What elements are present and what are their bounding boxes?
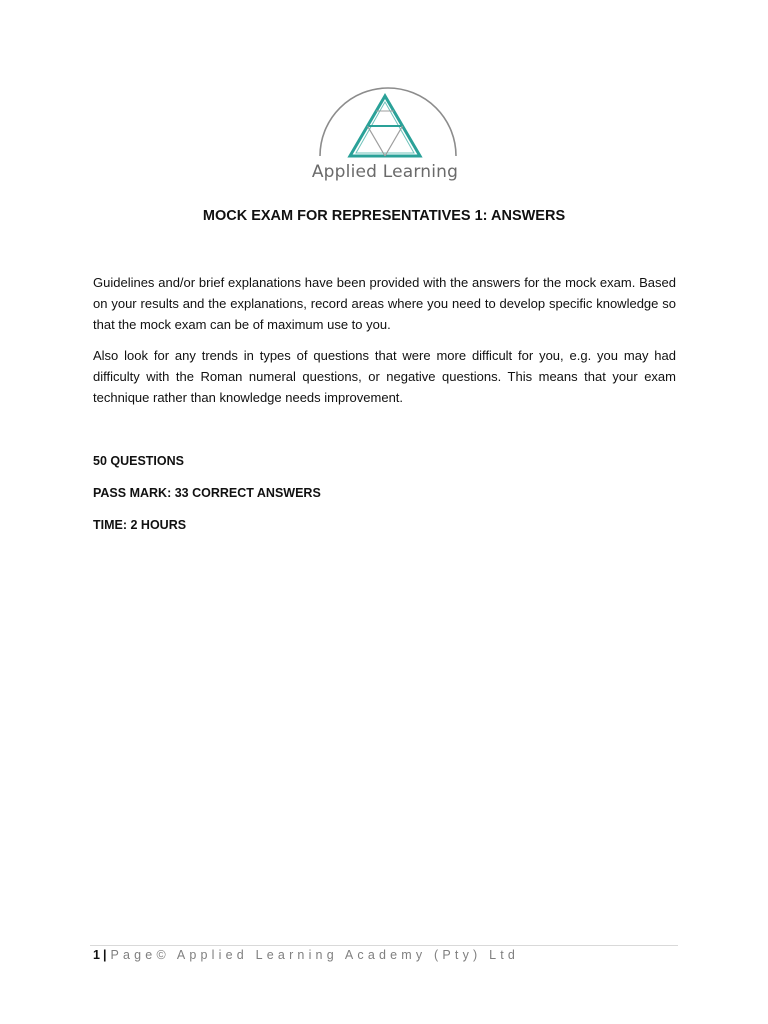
logo-text: Applied Learning <box>311 162 459 182</box>
footer-divider <box>90 945 678 946</box>
time-limit: TIME: 2 HOURS <box>93 518 187 532</box>
questions-count: 50 QUESTIONS <box>93 454 184 468</box>
pass-mark: PASS MARK: 33 CORRECT ANSWERS <box>93 486 321 500</box>
logo-triangle-icon <box>300 84 470 164</box>
guidelines-paragraph: Guidelines and/or brief explanations have been provided with the answers for the mock exam. Based on your results and the explanations, record areas where you need to develop specific knowledge so that the mock exam can be of maximum use to you. <box>93 275 676 332</box>
trends-paragraph: Also look for any trends in types of questions that were more difficult for you, e.g. you may had difficulty with the Roman numeral questions, or negative questions. This means that your exam technique rather than knowledge needs improvement. <box>93 348 676 405</box>
footer-text: Page© Applied Learning Academy (Pty) Ltd <box>110 948 520 962</box>
applied-learning-logo <box>300 84 470 190</box>
page-number: 1 <box>93 948 100 962</box>
page-footer <box>93 948 519 962</box>
footer-separator: | <box>102 948 107 962</box>
document-title: MOCK EXAM FOR REPRESENTATIVES 1: ANSWERS <box>202 208 566 224</box>
